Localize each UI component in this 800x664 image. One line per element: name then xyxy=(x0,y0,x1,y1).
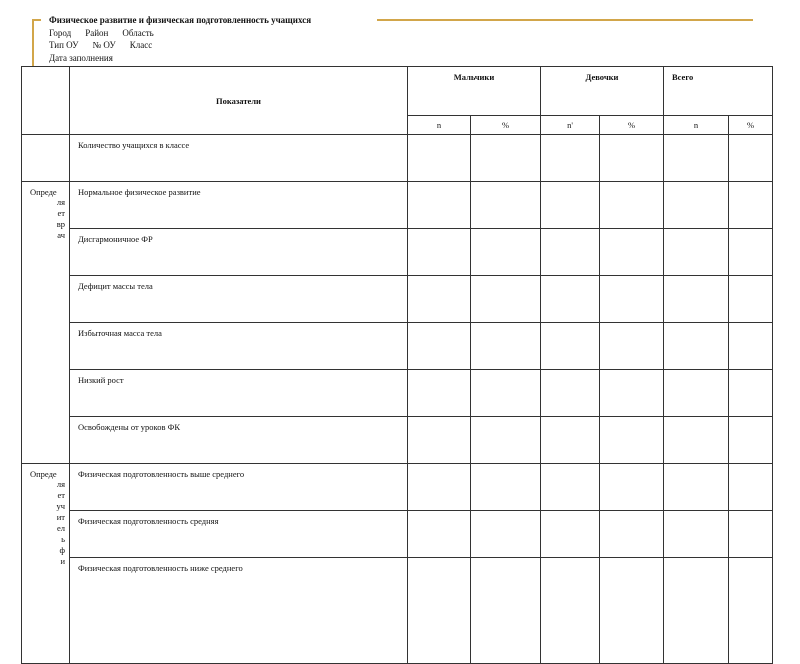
data-cell[interactable] xyxy=(600,464,664,511)
data-cell[interactable] xyxy=(541,464,600,511)
form-title: Физическое развитие и физическая подготовленность учащихся xyxy=(49,15,312,25)
table-row xyxy=(22,464,773,511)
data-cell[interactable] xyxy=(729,135,773,182)
data-cell[interactable] xyxy=(408,464,471,511)
data-cell[interactable] xyxy=(408,558,471,664)
row-label: Нормальное физическое развитие xyxy=(70,182,408,229)
row-label: Физическая подготовленность средняя xyxy=(70,511,408,558)
header-corner-cell xyxy=(22,67,70,135)
data-cell[interactable] xyxy=(541,135,600,182)
data-cell[interactable] xyxy=(600,229,664,276)
field-fill-date[interactable]: Дата заполнения xyxy=(49,52,113,63)
data-cell[interactable] xyxy=(729,511,773,558)
section-label-rest: ляетучительфи xyxy=(56,479,65,566)
data-cell[interactable] xyxy=(471,370,541,417)
table-row xyxy=(22,511,773,558)
data-cell[interactable] xyxy=(541,182,600,229)
data-cell[interactable] xyxy=(408,511,471,558)
subheader-total-pct: % xyxy=(729,116,773,135)
row-label: Освобождены от уроков ФК xyxy=(70,417,408,464)
data-cell[interactable] xyxy=(729,417,773,464)
data-cell[interactable] xyxy=(600,511,664,558)
field-school-number[interactable]: № ОУ xyxy=(92,40,116,50)
group-header-girls: Девочки xyxy=(541,67,664,116)
data-cell[interactable] xyxy=(729,323,773,370)
row-label: Дисгармоничное ФР xyxy=(70,229,408,276)
empty-section-cell xyxy=(22,135,70,182)
section-label-first: Опреде xyxy=(30,469,57,479)
table-header-row xyxy=(22,67,773,116)
data-cell[interactable] xyxy=(600,323,664,370)
subheader-boys-pct: % xyxy=(471,116,541,135)
row-label: Количество учащихся в классе xyxy=(70,135,408,182)
field-class[interactable]: Класс xyxy=(129,40,153,50)
row-label: Физическая подготовленность выше среднего xyxy=(70,464,408,511)
field-school-type[interactable]: Тип ОУ xyxy=(49,40,79,50)
data-cell[interactable] xyxy=(471,323,541,370)
header-bracket-vertical xyxy=(32,19,34,67)
data-cell[interactable] xyxy=(408,229,471,276)
row-label: Физическая подготовленность ниже среднего xyxy=(70,558,408,664)
subheader-boys-n: n xyxy=(408,116,471,135)
data-cell[interactable] xyxy=(664,229,729,276)
row-label: Избыточная масса тела xyxy=(70,323,408,370)
data-cell[interactable] xyxy=(408,182,471,229)
form-header xyxy=(49,14,311,64)
data-cell[interactable] xyxy=(664,417,729,464)
data-cell[interactable] xyxy=(600,182,664,229)
data-cell[interactable] xyxy=(541,276,600,323)
field-city[interactable]: Город xyxy=(49,27,72,38)
row-label: Дефицит массы тела xyxy=(70,276,408,323)
data-cell[interactable] xyxy=(664,276,729,323)
section-label-first: Опреде xyxy=(30,187,57,197)
data-cell[interactable] xyxy=(471,417,541,464)
section-label-doctor xyxy=(22,182,70,464)
table-row xyxy=(22,229,773,276)
field-region[interactable]: Область xyxy=(122,27,154,38)
data-cell[interactable] xyxy=(541,511,600,558)
data-cell[interactable] xyxy=(408,323,471,370)
data-cell[interactable] xyxy=(600,558,664,664)
header-line-location xyxy=(49,27,311,40)
data-cell[interactable] xyxy=(471,182,541,229)
table-row xyxy=(22,323,773,370)
data-cell[interactable] xyxy=(664,558,729,664)
data-cell[interactable] xyxy=(600,135,664,182)
stats-table xyxy=(21,66,773,664)
field-district[interactable]: Район xyxy=(85,27,109,38)
data-cell[interactable] xyxy=(541,229,600,276)
data-cell[interactable] xyxy=(600,370,664,417)
group-header-total: Всего xyxy=(664,67,773,116)
data-cell[interactable] xyxy=(471,135,541,182)
data-cell[interactable] xyxy=(664,323,729,370)
data-cell[interactable] xyxy=(541,370,600,417)
data-cell[interactable] xyxy=(408,370,471,417)
section-label-teacher xyxy=(22,464,70,664)
table-row xyxy=(22,276,773,323)
table-row xyxy=(22,370,773,417)
header-line-school xyxy=(49,39,311,52)
subheader-total-n: n xyxy=(664,116,729,135)
group-header-boys: Мальчики xyxy=(408,67,541,116)
data-cell[interactable] xyxy=(408,417,471,464)
data-cell[interactable] xyxy=(729,558,773,664)
header-accent-rule xyxy=(377,19,753,21)
section-label-rest: ляетврач xyxy=(56,197,65,240)
indicators-header: Показатели xyxy=(70,67,408,135)
row-label: Низкий рост xyxy=(70,370,408,417)
data-cell[interactable] xyxy=(408,135,471,182)
table-row xyxy=(22,135,773,182)
data-cell[interactable] xyxy=(729,370,773,417)
data-cell[interactable] xyxy=(471,276,541,323)
table-row xyxy=(22,182,773,229)
table-row xyxy=(22,558,773,664)
data-cell[interactable] xyxy=(664,135,729,182)
data-cell[interactable] xyxy=(541,323,600,370)
data-cell[interactable] xyxy=(471,511,541,558)
table-row xyxy=(22,417,773,464)
data-cell[interactable] xyxy=(664,464,729,511)
data-cell[interactable] xyxy=(664,511,729,558)
data-cell[interactable] xyxy=(471,464,541,511)
data-cell[interactable] xyxy=(729,182,773,229)
subheader-girls-n: n' xyxy=(541,116,600,135)
data-cell[interactable] xyxy=(729,229,773,276)
data-cell[interactable] xyxy=(541,417,600,464)
data-cell[interactable] xyxy=(471,229,541,276)
data-cell[interactable] xyxy=(408,276,471,323)
data-cell[interactable] xyxy=(729,276,773,323)
data-cell[interactable] xyxy=(664,370,729,417)
header-bracket-horizontal xyxy=(32,19,41,21)
data-cell[interactable] xyxy=(471,558,541,664)
data-cell[interactable] xyxy=(664,182,729,229)
data-cell[interactable] xyxy=(600,276,664,323)
subheader-girls-pct: % xyxy=(600,116,664,135)
data-cell[interactable] xyxy=(600,417,664,464)
data-cell[interactable] xyxy=(541,558,600,664)
data-cell[interactable] xyxy=(729,464,773,511)
